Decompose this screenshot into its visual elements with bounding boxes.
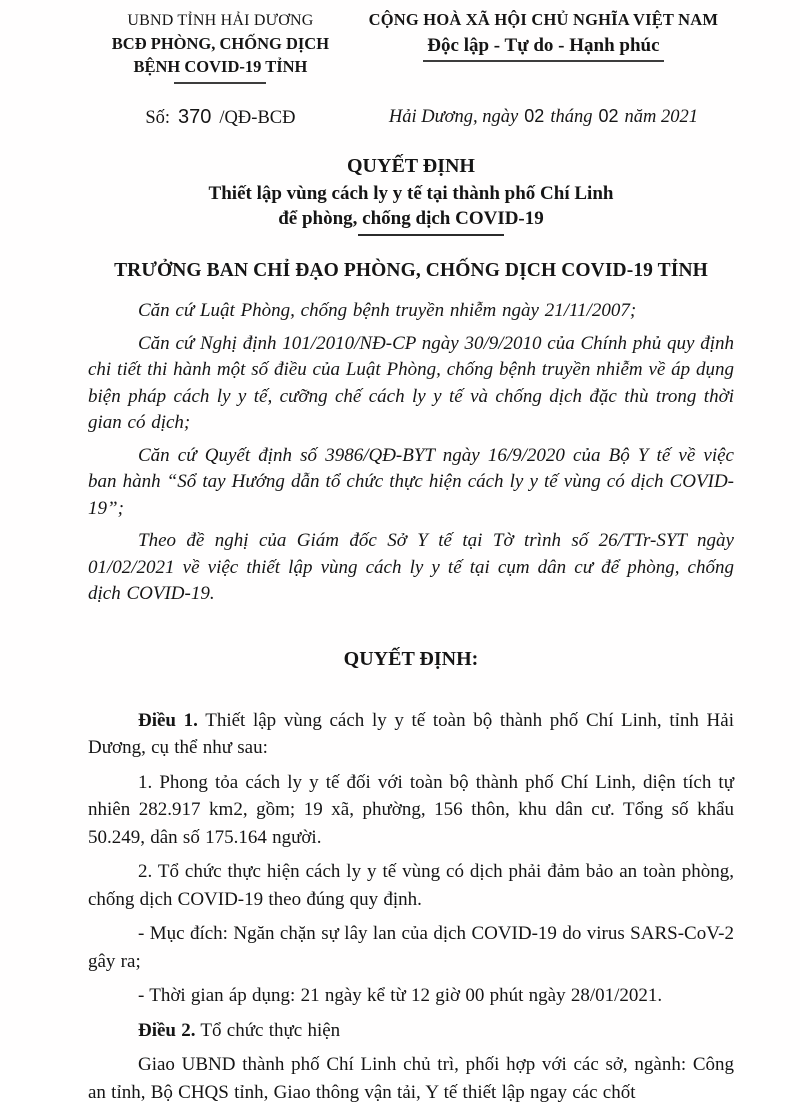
number-label: Số: bbox=[145, 108, 170, 128]
article-text: - Mục đích: Ngăn chặn sự lây lan của dịch COVID-19 do virus SARS-CoV-2 gây ra; bbox=[88, 923, 734, 972]
decision-body bbox=[88, 707, 734, 1106]
preamble-section bbox=[88, 298, 734, 608]
agency-parent-name: UBND TỈNH HẢI DƯƠNG bbox=[88, 10, 353, 32]
agency-underline-rule bbox=[174, 82, 266, 84]
body-paragraph bbox=[88, 858, 734, 913]
preamble-paragraph: Căn cứ Quyết định số 3986/QĐ-BYT ngày 16/9/2020 của Bộ Y tế về việc ban hành “Sổ tay Hướng dẫn tổ chức thực hiện cách ly y tế vùng có dịch COVID-19”; bbox=[88, 443, 734, 523]
body-paragraph bbox=[88, 982, 734, 1010]
date-month: 02 bbox=[592, 106, 624, 126]
date-day: 02 bbox=[518, 106, 550, 126]
document-number bbox=[88, 106, 353, 129]
article-text: - Thời gian áp dụng: 21 ngày kể từ 12 giờ 00 phút ngày 28/01/2021. bbox=[138, 985, 662, 1006]
issuing-agency-block bbox=[88, 8, 353, 84]
document-title-block bbox=[88, 153, 734, 236]
document-type-title: QUYẾT ĐỊNH bbox=[88, 153, 734, 179]
article-text: Thiết lập vùng cách ly y tế toàn bộ thành phố Chí Linh, tỉnh Hải Dương, cụ thể như sau: bbox=[88, 710, 734, 759]
national-motto-block bbox=[353, 8, 734, 84]
body-paragraph bbox=[88, 769, 734, 852]
body-paragraph bbox=[88, 1051, 734, 1106]
date-suffix: năm 2021 bbox=[624, 107, 698, 127]
document-subject-line1: Thiết lập vùng cách ly y tế tại thành phố Chí Linh bbox=[88, 181, 734, 206]
document-subject-line2: để phòng, chống dịch COVID-19 bbox=[88, 206, 734, 231]
article-paragraph bbox=[88, 707, 734, 762]
article-text: Tổ chức thực hiện bbox=[200, 1020, 340, 1041]
decision-heading: QUYẾT ĐỊNH: bbox=[88, 648, 734, 671]
number-suffix: /QĐ-BCĐ bbox=[219, 108, 295, 128]
place-date-line bbox=[353, 106, 734, 129]
agency-name-line2: BỆNH COVID-19 TỈNH bbox=[88, 55, 353, 78]
preamble-paragraph: Căn cứ Nghị định 101/2010/NĐ-CP ngày 30/9/2010 của Chính phủ quy định chi tiết thi hành một số điều của Luật Phòng, chống bệnh truyền nhiễm về áp dụng biện pháp cách ly y tế, cưỡng chế cách ly y tế và chống dịch đặc thù trong thời gian có dịch; bbox=[88, 331, 734, 437]
article-label: Điều 1. bbox=[138, 710, 198, 731]
national-motto: Độc lập - Tự do - Hạnh phúc bbox=[423, 33, 663, 62]
preamble-paragraph: Theo đề nghị của Giám đốc Sở Y tế tại Tờ trình số 26/TTr-SYT ngày 01/02/2021 về việc thiết lập vùng cách ly y tế tại cụm dân cư để phòng, chống dịch COVID-19. bbox=[88, 528, 734, 608]
date-middle: tháng bbox=[550, 107, 592, 127]
article-text: 2. Tổ chức thực hiện cách ly y tế vùng có dịch phải đảm bảo an toàn phòng, chống dịch COVID-19 theo đúng quy định. bbox=[88, 861, 734, 910]
preamble-paragraph: Căn cứ Luật Phòng, chống bệnh truyền nhiễm ngày 21/11/2007; bbox=[88, 298, 734, 325]
number-date-row bbox=[88, 106, 734, 129]
document-header bbox=[88, 8, 734, 84]
signing-authority-title: TRƯỞNG BAN CHỈ ĐẠO PHÒNG, CHỐNG DỊCH COVID-19 TỈNH bbox=[88, 260, 734, 282]
article-label: Điều 2. bbox=[138, 1020, 196, 1041]
article-text: Giao UBND thành phố Chí Linh chủ trì, phối hợp với các sở, ngành: Công an tỉnh, Bộ CHQS tỉnh, Giao thông vận tải, Y tế thiết lập ngay các chốt bbox=[88, 1054, 734, 1103]
number-value: 370 bbox=[170, 106, 219, 128]
title-underline-rule bbox=[358, 234, 504, 236]
article-paragraph bbox=[88, 1017, 734, 1045]
body-paragraph bbox=[88, 920, 734, 975]
national-title: CỘNG HOÀ XÃ HỘI CHỦ NGHĨA VIỆT NAM bbox=[353, 8, 734, 32]
article-text: 1. Phong tỏa cách ly y tế đối với toàn bộ thành phố Chí Linh, diện tích tự nhiên 282.917 km2, gồm; 19 xã, phường, 156 thôn, khu dân cư. Tổng số khẩu 50.249, dân số 175.164 người. bbox=[88, 772, 734, 848]
agency-name-line1: BCĐ PHÒNG, CHỐNG DỊCH bbox=[88, 32, 353, 55]
date-prefix: Hải Dương, ngày bbox=[389, 107, 518, 127]
